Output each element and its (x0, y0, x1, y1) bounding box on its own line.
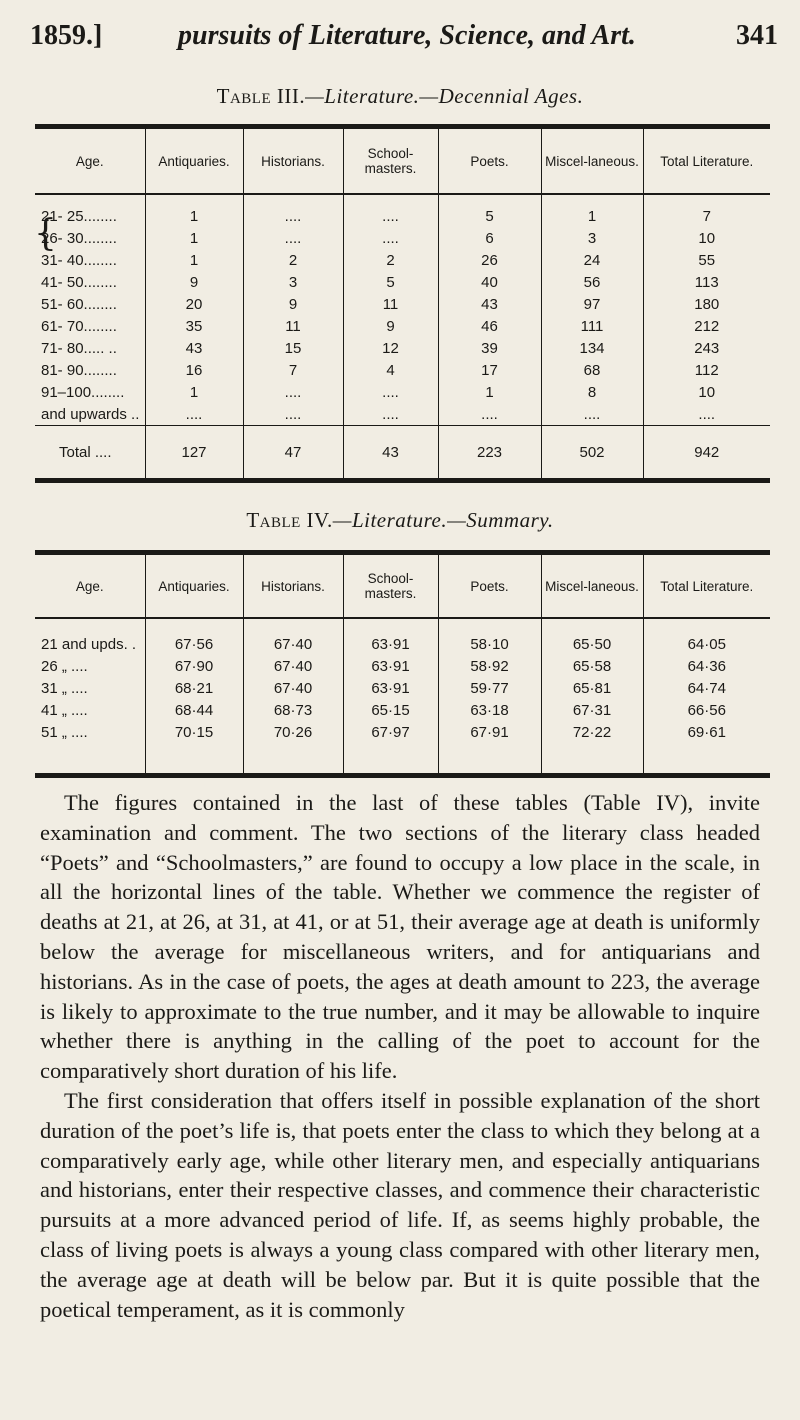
table-cell: 70·15 (145, 721, 243, 776)
table-cell: 67·56 (145, 618, 243, 655)
age-cell: 61- 70........ (41, 317, 117, 335)
table-cell: 20 (145, 293, 243, 315)
table-cell: 43 (438, 293, 541, 315)
table-cell: 9 (243, 293, 343, 315)
table-cell: 1 (145, 249, 243, 271)
age-cell: 71- 80..... .. (41, 339, 117, 357)
table-cell: 24 (541, 249, 643, 271)
table-cell: 1 (438, 381, 541, 403)
table4-caption-title: —Literature.—Summary. (332, 508, 554, 532)
table-cell: .... (343, 403, 438, 426)
total-cell: 43 (343, 426, 438, 481)
table3-caption (0, 84, 800, 109)
table3-decennial-ages (35, 124, 770, 483)
age-cell: 41- 50........ (41, 273, 117, 291)
table-cell: 10 (643, 227, 770, 249)
table-row (35, 403, 770, 426)
table-cell: 68 (541, 359, 643, 381)
page-number: 341 (736, 20, 778, 51)
table-cell: 26 (438, 249, 541, 271)
table-cell: 64·36 (643, 655, 770, 677)
table-cell: 113 (643, 271, 770, 293)
age-cell: 26- 30........ (41, 229, 117, 247)
table-cell: 111 (541, 315, 643, 337)
total-cell: 223 (438, 426, 541, 481)
table-cell: .... (438, 403, 541, 426)
table3-header-row (35, 127, 770, 195)
table-cell: 59·77 (438, 677, 541, 699)
table-cell: .... (145, 403, 243, 426)
table-cell: 11 (243, 315, 343, 337)
table-cell: 1 (541, 194, 643, 227)
table-cell: 67·90 (145, 655, 243, 677)
table-cell: 65·81 (541, 677, 643, 699)
table-cell: 39 (438, 337, 541, 359)
table-cell: 3 (243, 271, 343, 293)
table-cell: .... (343, 381, 438, 403)
table-cell: 15 (243, 337, 343, 359)
column-header: School-masters. (343, 127, 438, 195)
table-cell: 5 (438, 194, 541, 227)
table4-summary (35, 550, 770, 778)
table-cell: 6 (438, 227, 541, 249)
table-cell: 11 (343, 293, 438, 315)
table-row (35, 271, 770, 293)
age-cell: 21 and upds. . (41, 635, 137, 653)
table-cell: 67·31 (541, 699, 643, 721)
table-cell: 1 (145, 227, 243, 249)
column-header: Total Literature. (643, 553, 770, 619)
column-header: Antiquaries. (145, 127, 243, 195)
table-cell: 65·15 (343, 699, 438, 721)
total-label: Total .... (35, 426, 145, 481)
table-cell: 64·74 (643, 677, 770, 699)
age-cell: 31 „ .... (41, 679, 88, 697)
table-cell: 243 (643, 337, 770, 359)
table-row (35, 194, 770, 227)
table-cell: 65·58 (541, 655, 643, 677)
column-header: Antiquaries. (145, 553, 243, 619)
table3-total-row (35, 426, 770, 481)
age-cell: and upwards .. (41, 405, 140, 423)
table-cell: .... (243, 194, 343, 227)
table-cell: 40 (438, 271, 541, 293)
table-cell: 67·40 (243, 677, 343, 699)
column-header: Miscel-laneous. (541, 553, 643, 619)
table-cell: 64·05 (643, 618, 770, 655)
table4-header-row (35, 553, 770, 619)
table-row (35, 699, 770, 721)
paragraph: The first consideration that offers itself in possible explanation of the short duration of the poet’s life is, that poets enter the class to which they belong at a comparatively early age, while other literary men, and especially antiquarians and historians, enter their respective classes, and commence their characteristic pursuits at a more advanced period of life. If, as seems highly probable, the class of living poets is always a young class compared with other literary men, the average age at death will be below par. But it is quite possible that the poetical temperament, as it is commonly (40, 1087, 760, 1322)
table-cell: 35 (145, 315, 243, 337)
running-title: pursuits of Literature, Science, and Art. (178, 20, 636, 51)
age-cell: 81- 90........ (41, 361, 117, 379)
column-header: Total Literature. (643, 127, 770, 195)
table-cell: 10 (643, 381, 770, 403)
age-cell: { 21- 25........ (34, 207, 117, 254)
table-cell: 63·91 (343, 618, 438, 655)
table-cell: .... (243, 227, 343, 249)
paragraph: The figures contained in the last of these tables (Table IV), invite examination and comment. The two sections of the literary class headed “Poets” and “Schoolmasters,” are found to occupy a low place in the scale, in all the horizontal lines of the table. Whether we commence the register of deaths at 21, at 26, at 31, at 41, or at 51, their average age at death is uniformly below the average for miscellaneous writers, and for antiquarians and historians. As in the case of poets, the ages at death amount to 223, the average is likely to approximate to the true number, and it may be allowable to inquire whether there is anything in the calling of the poet to account for the comparatively short duration of his life. (40, 790, 760, 1084)
table-cell: 2 (243, 249, 343, 271)
table-cell: 8 (541, 381, 643, 403)
total-cell: 47 (243, 426, 343, 481)
table-cell: 43 (145, 337, 243, 359)
age-cell: 31- 40........ (41, 251, 117, 269)
table-cell: 67·40 (243, 618, 343, 655)
table4-caption (0, 508, 800, 533)
age-cell: 91–100........ (41, 383, 125, 401)
table-cell: 68·21 (145, 677, 243, 699)
table-row (35, 677, 770, 699)
table-row (35, 227, 770, 249)
year-label: 1859.] (30, 20, 103, 51)
column-header: Historians. (243, 127, 343, 195)
table4-caption-number: Table IV. (246, 508, 333, 532)
column-header: Age. (35, 127, 145, 195)
table-cell: 58·92 (438, 655, 541, 677)
table-cell: 112 (643, 359, 770, 381)
table-row (35, 293, 770, 315)
age-cell: 41 „ .... (41, 701, 88, 719)
table-cell: 16 (145, 359, 243, 381)
table-cell: 63·91 (343, 655, 438, 677)
table-row (35, 381, 770, 403)
table-cell: 7 (643, 194, 770, 227)
table-cell: 69·61 (643, 721, 770, 776)
table-cell: 58·10 (438, 618, 541, 655)
table-row (35, 721, 770, 776)
column-header: Age. (35, 553, 145, 619)
table-row (35, 618, 770, 655)
table-cell: 72·22 (541, 721, 643, 776)
table-cell: 97 (541, 293, 643, 315)
table-row (35, 359, 770, 381)
table-cell: 17 (438, 359, 541, 381)
table-cell: 67·91 (438, 721, 541, 776)
table-cell: .... (541, 403, 643, 426)
table-cell: 67·40 (243, 655, 343, 677)
table-cell: 1 (145, 194, 243, 227)
table-cell: 9 (145, 271, 243, 293)
table-cell: 66·56 (643, 699, 770, 721)
table-cell: 68·73 (243, 699, 343, 721)
table-cell: .... (243, 381, 343, 403)
table-cell: 70·26 (243, 721, 343, 776)
table-cell: .... (243, 403, 343, 426)
table3-caption-title: —Literature.—Decennial Ages. (305, 84, 584, 108)
column-header: Poets. (438, 553, 541, 619)
running-head (30, 20, 778, 66)
column-header: Poets. (438, 127, 541, 195)
table-cell: 180 (643, 293, 770, 315)
table-cell: 2 (343, 249, 438, 271)
table-cell: 4 (343, 359, 438, 381)
table-cell: .... (343, 194, 438, 227)
body-text (40, 788, 760, 1324)
table-cell: 67·97 (343, 721, 438, 776)
table3-caption-number: Table III. (216, 84, 306, 108)
table-row (35, 249, 770, 271)
column-header: School-masters. (343, 553, 438, 619)
table-cell: 212 (643, 315, 770, 337)
total-cell: 942 (643, 426, 770, 481)
table-row (35, 315, 770, 337)
table-cell: .... (343, 227, 438, 249)
column-header: Historians. (243, 553, 343, 619)
table-cell: 12 (343, 337, 438, 359)
table-cell: 63·91 (343, 677, 438, 699)
table-cell: 55 (643, 249, 770, 271)
total-cell: 127 (145, 426, 243, 481)
age-cell: 51 „ .... (41, 723, 88, 741)
age-cell: 26 „ .... (41, 657, 88, 675)
table-cell: 56 (541, 271, 643, 293)
table-cell: 46 (438, 315, 541, 337)
table-cell: .... (643, 403, 770, 426)
column-header: Miscel-laneous. (541, 127, 643, 195)
total-cell: 502 (541, 426, 643, 481)
table-cell: 1 (145, 381, 243, 403)
table-cell: 7 (243, 359, 343, 381)
age-cell: 51- 60........ (41, 295, 117, 313)
table-cell: 63·18 (438, 699, 541, 721)
table-cell: 134 (541, 337, 643, 359)
table-row (35, 337, 770, 359)
table-cell: 9 (343, 315, 438, 337)
table-cell: 68·44 (145, 699, 243, 721)
table-row (35, 655, 770, 677)
table-cell: 5 (343, 271, 438, 293)
table-cell: 65·50 (541, 618, 643, 655)
table-cell: 3 (541, 227, 643, 249)
